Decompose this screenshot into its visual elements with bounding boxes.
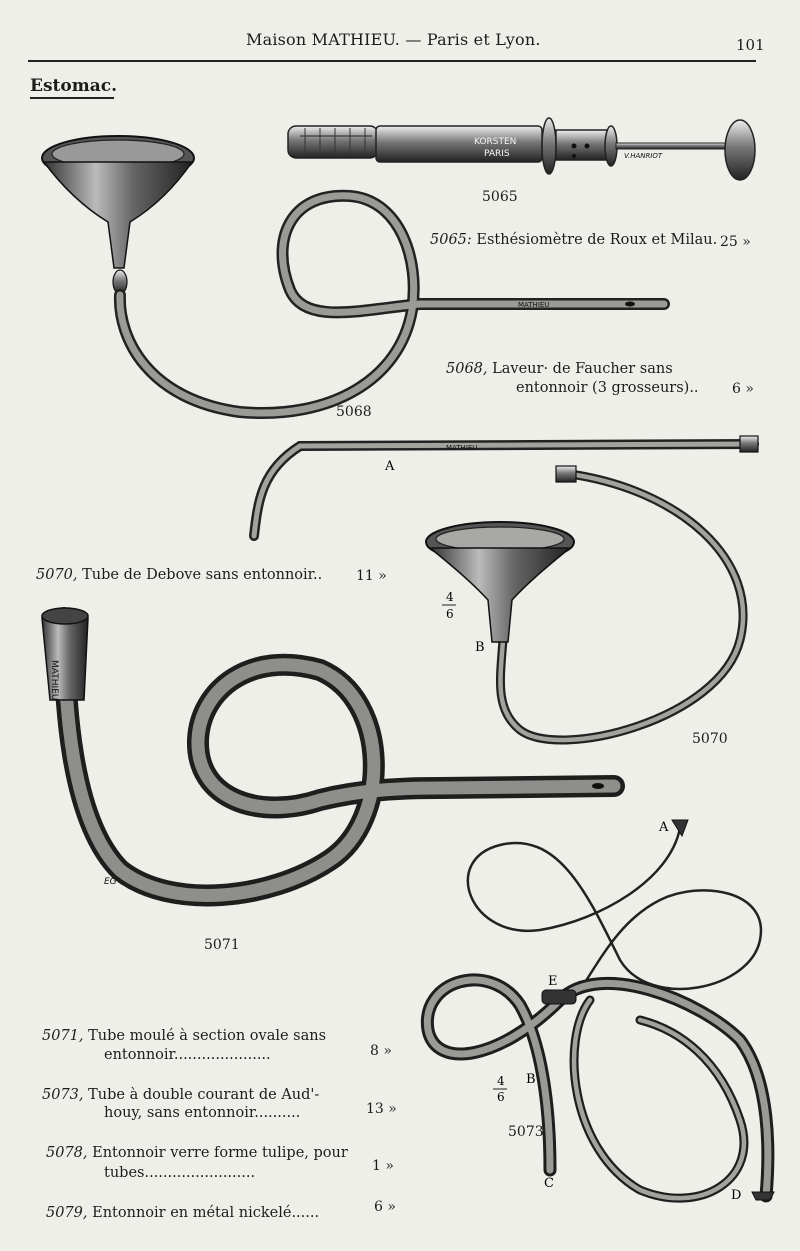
svg-text:6: 6 [446, 607, 454, 621]
label-c-5073: C [544, 1176, 554, 1191]
item-description: Entonnoir verre forme tulipe, pour [92, 1145, 348, 1161]
item-description: Tube à double courant de Aud'- [88, 1087, 320, 1103]
inscription-mathieu-5070: MATHIEU [446, 444, 478, 452]
inscription-mathieu-5068: MATHIEU [518, 301, 550, 309]
svg-text:4: 4 [446, 590, 454, 604]
scale-fraction-5073 [493, 1074, 507, 1104]
item-number: 5070, [36, 567, 78, 583]
page-header-title: Maison MATHIEU. — Paris et Lyon. [246, 30, 541, 49]
item-5070 [36, 568, 322, 583]
item-5065 [430, 233, 717, 248]
label-d-5073: D [731, 1188, 742, 1203]
section-title: Estomac. [30, 76, 117, 96]
item-number: 5079, [46, 1205, 88, 1221]
item-5068-price: 6 » [732, 381, 754, 397]
item-number: 5065: [430, 232, 472, 248]
item-5071-price: 8 » [370, 1043, 392, 1059]
item-5071-line1 [42, 1029, 326, 1044]
moulded-tube-illustration [42, 608, 614, 895]
item-description: Entonnoir en métal nickelé...... [92, 1205, 320, 1221]
esthesiometer-illustration [288, 118, 755, 180]
inscription-korsten: KORSTEN [474, 137, 517, 147]
label-b-5070: B [475, 640, 485, 655]
item-5073-line1 [42, 1088, 319, 1103]
item-description: Esthésiomètre de Roux et Milau. [476, 232, 718, 248]
item-5068-line1 [446, 362, 673, 377]
label-a-5070: A [385, 459, 395, 474]
debove-tube-b-funnel-illustration [426, 466, 743, 740]
item-number: 5068, [446, 361, 488, 377]
item-number: 5078, [46, 1145, 88, 1161]
figure-number-5071: 5071 [204, 937, 240, 953]
item-5070-price: 11 » [356, 568, 387, 584]
label-e-5073: E [548, 974, 558, 989]
inscription-mathieu-5071: MATHIEU [49, 660, 59, 701]
item-number: 5073, [42, 1087, 84, 1103]
figure-number-5073: 5073 [508, 1124, 544, 1140]
item-number: 5071, [42, 1028, 84, 1044]
item-5073-price: 13 » [366, 1101, 397, 1117]
label-b-5073: B [526, 1072, 536, 1087]
item-5065-price: 25 » [720, 234, 751, 250]
svg-text:4: 4 [497, 1074, 505, 1088]
item-description: Tube moulé à section ovale sans [88, 1028, 327, 1044]
scale-fraction-5070 [442, 590, 456, 621]
item-5079-price: 6 » [374, 1199, 396, 1215]
item-5068-line2: entonnoir (3 grosseurs).. [516, 380, 699, 396]
item-description: Tube de Debove sans entonnoir.. [82, 567, 323, 583]
inscription-paris: PARIS [484, 149, 510, 159]
double-current-tube-illustration [427, 820, 774, 1200]
item-5078-line2: tubes........................ [104, 1165, 256, 1181]
item-5078-price: 1 » [372, 1158, 394, 1174]
engraver-mark: EG [104, 877, 117, 887]
item-5079 [46, 1206, 319, 1221]
item-5078-line1 [46, 1146, 348, 1161]
item-5071-line2: entonnoir..................... [104, 1047, 271, 1063]
item-5073-line2: houy, sans entonnoir.......... [104, 1105, 301, 1121]
figure-number-5070: 5070 [692, 731, 728, 747]
figure-number-5068: 5068 [336, 404, 372, 420]
page-number: 101 [736, 36, 765, 54]
label-a-5073: A [659, 820, 669, 835]
figure-number-5065: 5065 [482, 189, 518, 205]
item-description: Laveur· de Faucher sans [492, 361, 673, 377]
inscription-hanriot: V.HANRIOT [624, 152, 663, 160]
svg-text:6: 6 [497, 1090, 505, 1104]
